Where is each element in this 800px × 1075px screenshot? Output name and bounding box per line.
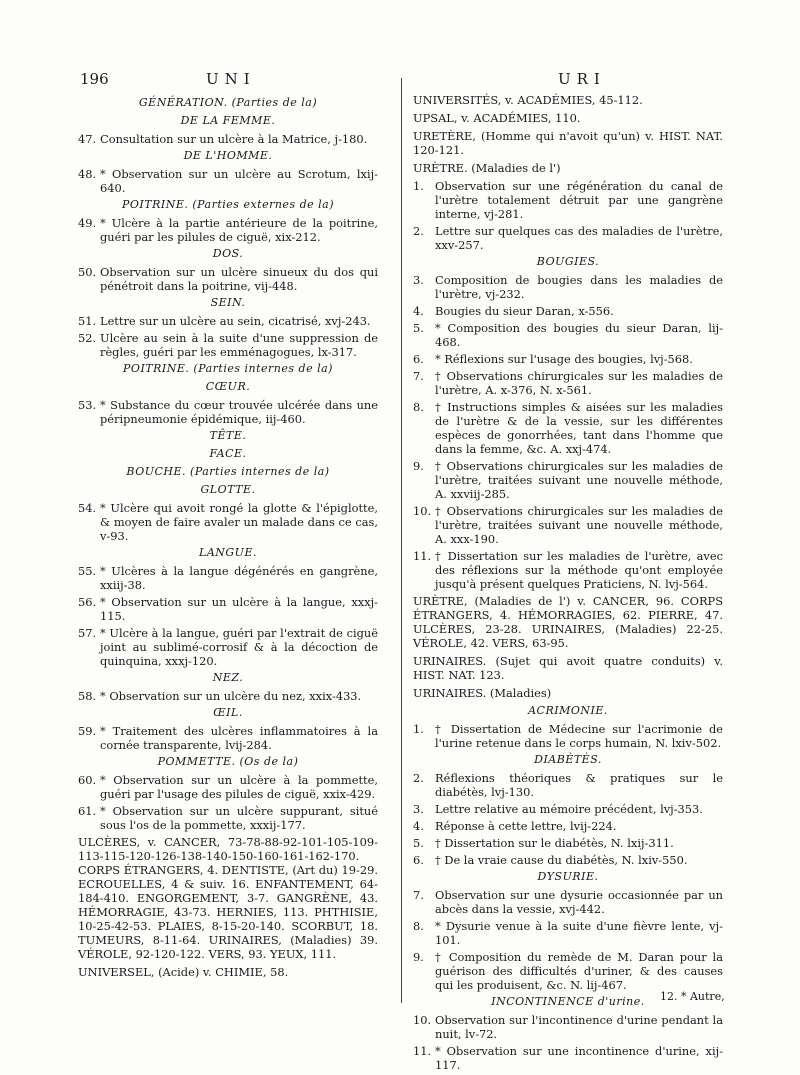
entry-text: † Instructions simples & aisées sur les maladies de l'urètre & de la vessie, sur les différentes espèces de gonorrhées, tant dans l'homme que dans la femme, &c. A. xxj-474.: [435, 400, 723, 456]
index-paragraph: UPSAL, v. ACADÉMIES, 110.: [413, 111, 581, 125]
index-paragraph: UNIVERSEL, (Acide) v. CHIMIE, 58.: [78, 965, 289, 979]
index-paragraph: URETÈRE, (Homme qui n'avoit qu'un) v. HIST. NAT. 120-121.: [413, 129, 723, 157]
entry-number: 54.: [78, 501, 97, 515]
entry-number: 9.: [413, 459, 424, 473]
entry-text: Lettre sur un ulcère au sein, cicatrisé, xvj-243.: [100, 314, 371, 328]
section-heading: POITRINE. (Parties internes de la): [123, 362, 333, 375]
entry-number: 6.: [413, 853, 424, 867]
index-entry: [413, 179, 723, 221]
entry-text: * Composition des bougies du sieur Daran, lij-468.: [435, 321, 723, 349]
index-entry: [78, 626, 378, 668]
entry-text: Consultation sur un ulcère à la Matrice, j-180.: [100, 132, 368, 146]
section-heading: DIABÈTÈS.: [534, 753, 602, 766]
section-heading: ACRIMONIE.: [528, 704, 608, 717]
entry-number: 57.: [78, 626, 97, 640]
entry-text: Observation sur un ulcère sinueux du dos qui pénétroit dans la poitrine, vij-448.: [100, 265, 378, 293]
entry-number: 47.: [78, 132, 97, 146]
section-heading: TÊTE.: [209, 429, 247, 442]
entry-text: Composition de bougies dans les maladies de l'urètre, vj-232.: [435, 273, 723, 301]
entry-text: * Observation sur une incontinence d'urine, xij-117.: [435, 1044, 723, 1072]
entry-number: 6.: [413, 352, 424, 366]
entry-text: † De la vraie cause du diabétès, N. lxiv-550.: [435, 853, 688, 867]
index-entry: [413, 771, 723, 799]
entry-number: 1.: [413, 722, 424, 736]
entry-text: Observation sur une régénération du canal de l'urètre totalement détruit par une gangrène interne, vj-281.: [435, 179, 723, 221]
index-entry: [78, 216, 378, 244]
entry-number: 3.: [413, 802, 424, 816]
entry-text: * Réflexions sur l'usage des bougies, lvj-568.: [435, 352, 693, 366]
index-entry: [78, 564, 378, 592]
entry-text: Observation sur une dysurie occasionnée par un abcès dans la vessie, xvj-442.: [435, 888, 723, 916]
entry-number: 8.: [413, 919, 424, 933]
entry-text: * Observation sur un ulcère à la langue, xxxj-115.: [100, 595, 378, 623]
entry-text: Bougies du sieur Daran, x-556.: [435, 304, 614, 318]
entry-text: * Ulcères à la langue dégénérés en gangrène, xxiij-38.: [100, 564, 378, 592]
entry-number: 52.: [78, 331, 97, 345]
entry-number: 1.: [413, 179, 424, 193]
index-entry: [413, 321, 723, 349]
entry-text: * Substance du cœur trouvée ulcérée dans une péripneumonie épidémique, iij-460.: [100, 398, 378, 426]
entry-number: 50.: [78, 265, 97, 279]
index-entry: [78, 595, 378, 623]
entry-text: * Traitement des ulcères inflammatoires à la cornée transparente, lvij-284.: [100, 724, 378, 752]
index-entry: [413, 1044, 723, 1072]
entry-text: Lettre relative au mémoire précédent, lvj-353.: [435, 802, 703, 816]
index-entry: [413, 369, 723, 397]
entry-text: † Dissertation sur les maladies de l'urètre, avec des réflexions sur la méthode qu'ont employée jusqu'à présent quelques Praticiens, N. lvj-564.: [435, 549, 723, 591]
index-entry: [413, 549, 723, 591]
entry-number: 2.: [413, 771, 424, 785]
section-heading: FACE.: [209, 447, 247, 460]
entry-number: 56.: [78, 595, 97, 609]
entry-text: * Ulcère à la langue, guéri par l'extrait de ciguë joint au sublimé-corrosif & à la décoction de quinquina, xxxj-120.: [100, 626, 378, 668]
index-entry: [413, 802, 723, 816]
section-heading: BOUGIES.: [536, 255, 600, 268]
section-heading: LANGUE.: [199, 546, 257, 559]
section-heading: GÉNÉRATION. (Parties de la): [138, 96, 318, 109]
entry-number: 10.: [413, 1013, 432, 1027]
index-entry: [78, 724, 378, 752]
entry-text: * Observation sur un ulcère au Scrotum, lxij-640.: [100, 167, 378, 195]
entry-number: 7.: [413, 888, 424, 902]
entry-text: † Dissertation de Médecine sur l'acrimonie de l'urine retenue dans le corps humain, N. lxiv-502.: [435, 722, 723, 750]
entry-number: 53.: [78, 398, 97, 412]
entry-number: 61.: [78, 804, 97, 818]
column-divider: [401, 78, 402, 1003]
index-entry: [78, 689, 378, 703]
entry-number: 60.: [78, 773, 97, 787]
index-entry: [78, 132, 378, 146]
section-heading: NEZ.: [212, 671, 244, 684]
entry-text: Observation sur l'incontinence d'urine pendant la nuit, lv-72.: [435, 1013, 723, 1041]
index-paragraph: URÈTRE, (Maladies de l') v. CANCER, 96. CORPS ÉTRANGERS, 4. HÉMORRAGIES, 62. PIERRE, 47. ULCÈRES, 23-28. URINAIRES, (Maladies) 22-25. VÉROLE, 42. VERS, 63-95.: [413, 594, 723, 650]
index-entry: [78, 804, 378, 832]
entry-number: 7.: [413, 369, 424, 383]
entry-text: * Dysurie venue à la suite d'une fièvre lente, vj-101.: [435, 919, 723, 947]
index-paragraph: URINAIRES. (Sujet qui avoit quatre conduits) v. HIST. NAT. 123.: [413, 654, 723, 682]
section-heading: DE L'HOMME.: [183, 149, 273, 162]
page-number: 196: [80, 70, 109, 88]
entry-number: 4.: [413, 304, 424, 318]
entry-text: Ulcère au sein à la suite d'une suppression de règles, guéri par les emménagogues, lx-317.: [100, 331, 378, 359]
section-heading: POITRINE. (Parties externes de la): [121, 198, 335, 211]
index-entry: [78, 501, 378, 543]
left-running-title: UNI: [206, 70, 256, 88]
index-paragraph: URINAIRES. (Maladies): [413, 686, 552, 700]
entry-number: 5.: [413, 321, 424, 335]
index-entry: [78, 773, 378, 801]
entry-number: 2.: [413, 224, 424, 238]
index-entry: [78, 398, 378, 426]
index-entry: [413, 459, 723, 501]
entry-number: 9.: [413, 950, 424, 964]
index-entry: [413, 722, 723, 750]
entry-text: Lettre sur quelques cas des maladies de l'urètre, xxv-257.: [435, 224, 723, 252]
entry-number: 49.: [78, 216, 97, 230]
entry-text: * Ulcère qui avoit rongé la glotte & l'épiglotte, & moyen de faire avaler un malade dans ce cas, v-93.: [100, 501, 378, 543]
index-entry: [413, 853, 723, 867]
index-entry: [78, 314, 378, 328]
left-column: [78, 93, 378, 983]
index-entry: [413, 224, 723, 252]
entry-number: 11.: [413, 549, 432, 563]
index-entry: [78, 331, 378, 359]
entry-number: 5.: [413, 836, 424, 850]
section-heading: GLOTTE.: [200, 483, 256, 496]
index-paragraph: ULCÈRES, v. CANCER, 73-78-88-92-101-105-109-113-115-120-126-138-140-150-160-161-162-170. CORPS ÉTRANGERS, 4. DENTISTE, (Art du) 19-29. ECROUELLES, 4 & suiv. 16. ENFANTEMENT, 64-184-410. ENGORGEMENT, 3-7. GANGRÈNE, 43. HÉMORRAGIE, 43-73. HERNIES, 113. PHTHISIE, 10-25-42-53. PLAIES, 8-15-20-140. SCORBUT, 18. TUMEURS, 8-11-64. URINAIRES, (Maladies) 39. VÉROLE, 92-120-122. VERS, 93. YEUX, 111.: [78, 835, 378, 961]
index-entry: [413, 304, 723, 318]
entry-number: 10.: [413, 504, 432, 518]
index-entry: [413, 504, 723, 546]
entry-text: Réflexions théoriques & pratiques sur le diabétès, lvj-130.: [435, 771, 723, 799]
index-entry: [413, 950, 723, 992]
index-entry: [413, 836, 723, 850]
entry-text: Réponse à cette lettre, lvij-224.: [435, 819, 617, 833]
section-heading: ŒIL.: [213, 706, 243, 719]
section-heading: SEIN.: [210, 296, 246, 309]
entry-text: † Composition du remède de M. Daran pour la guérison des difficultés d'uriner, & des causes qui les produisent, &c. N. lij-467.: [435, 950, 723, 992]
entry-number: 51.: [78, 314, 97, 328]
entry-text: * Observation sur un ulcère à la pommette, guéri par l'usage des pilules de ciguë, xxix-429.: [100, 773, 378, 801]
section-heading: DOS.: [212, 247, 244, 260]
section-heading: CŒUR.: [205, 380, 251, 393]
entry-number: 8.: [413, 400, 424, 414]
entry-text: † Observations chirurgicales sur les maladies de l'urètre, traitées suivant une nouvelle méthode, A. xxx-190.: [435, 504, 723, 546]
right-column: [413, 93, 723, 1075]
index-entry: [413, 1013, 723, 1041]
section-heading: DYSURIE.: [537, 870, 599, 883]
entry-number: 11.: [413, 1044, 432, 1058]
index-entry: [78, 265, 378, 293]
entry-number: 3.: [413, 273, 424, 287]
entry-number: 4.: [413, 819, 424, 833]
index-paragraph: URÈTRE. (Maladies de l'): [413, 161, 561, 175]
index-entry: [413, 919, 723, 947]
index-entry: [78, 167, 378, 195]
index-entry: [413, 819, 723, 833]
section-heading: BOUCHE. (Parties internes de la): [126, 465, 330, 478]
index-entry: [413, 400, 723, 456]
entry-text: † Observations chirurgicales sur les maladies de l'urètre, traitées suivant une nouvelle méthode, A. xxviij-285.: [435, 459, 723, 501]
section-heading: DE LA FEMME.: [180, 114, 276, 127]
entry-text: † Observations chirurgicales sur les maladies de l'urètre, A. x-376, N. x-561.: [435, 369, 723, 397]
entry-number: 48.: [78, 167, 97, 181]
index-entry: [413, 273, 723, 301]
entry-number: 59.: [78, 724, 97, 738]
index-entry: [413, 352, 723, 366]
entry-text: * Observation sur un ulcère suppurant, situé sous l'os de la pommette, xxxij-177.: [100, 804, 378, 832]
entry-number: 55.: [78, 564, 97, 578]
section-heading: INCONTINENCE d'urine.: [491, 995, 645, 1008]
entry-number: 58.: [78, 689, 97, 703]
entry-text: * Ulcère à la partie antérieure de la poitrine, guéri par les pilules de ciguë, xix-212.: [100, 216, 378, 244]
entry-text: * Observation sur un ulcère du nez, xxix-433.: [100, 689, 362, 703]
catchword: 12. * Autre,: [660, 990, 725, 1003]
index-entry: [413, 888, 723, 916]
entry-text: † Dissertation sur le diabétès, N. lxij-311.: [435, 836, 674, 850]
right-running-title: URI: [558, 70, 606, 88]
section-heading: POMMETTE. (Os de la): [157, 755, 299, 768]
index-paragraph: UNIVERSITÉS, v. ACADÉMIES, 45-112.: [413, 93, 643, 107]
